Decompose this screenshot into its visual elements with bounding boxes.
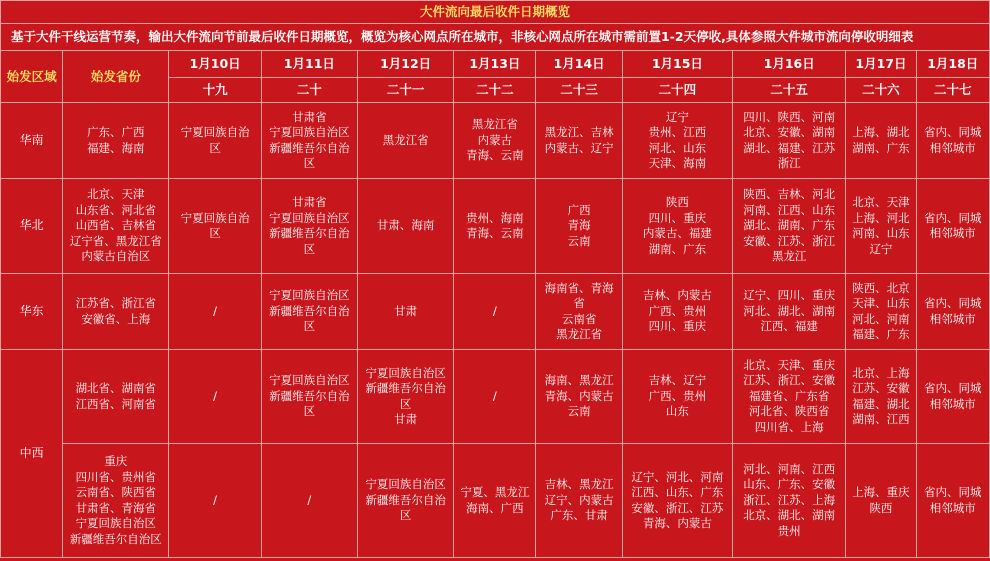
destination-cell: 北京、上海 江苏、安徽 福建、湖北 湖南、江西 <box>846 350 916 444</box>
header-lunar-date: 二十一 <box>357 78 453 103</box>
destination-cell: 省内、同城 相邻城市 <box>916 444 989 558</box>
destination-cell: 北京、天津 上海、河北 河南、山东 辽宁 <box>846 179 916 274</box>
region-cell: 中西 <box>1 350 63 558</box>
province-cell: 重庆 四川省、贵州省 云南省、陕西省 甘肃省、青海省 宁夏回族自治区 新疆维吾尔自治区 <box>63 444 169 558</box>
destination-cell: 甘肃 <box>357 274 453 350</box>
province-cell: 广东、广西 福建、海南 <box>63 103 169 179</box>
header-region: 始发区域 <box>1 51 63 103</box>
destination-cell: 宁夏回族自治区 新疆维吾尔自治 区 <box>261 274 357 350</box>
header-lunar-date: 十九 <box>169 78 261 103</box>
destination-cell: 宁夏回族自治区 新疆维吾尔自治 区 <box>357 444 453 558</box>
province-cell: 江苏省、浙江省 安徽省、上海 <box>63 274 169 350</box>
province-cell: 北京、天津 山东省、河北省 山西省、吉林省 辽宁省、黑龙江省 内蒙古自治区 <box>63 179 169 274</box>
destination-cell: 陕西、北京 天津、山东 河北、河南 福建、广东 <box>846 274 916 350</box>
destination-cell: 海南、黑龙江 青海、内蒙古 云南 <box>536 350 622 444</box>
destination-cell: 吉林、黑龙江 辽宁、内蒙古 广东、甘肃 <box>536 444 622 558</box>
header-date: 1月14日 <box>536 51 622 78</box>
header-lunar-date: 二十 <box>261 78 357 103</box>
header-date: 1月11日 <box>261 51 357 78</box>
destination-cell: 宁夏回族自治 区 <box>169 179 261 274</box>
destination-cell: 省内、同城 相邻城市 <box>916 350 989 444</box>
header-province: 始发省份 <box>63 51 169 103</box>
destination-cell: 省内、同城 相邻城市 <box>916 103 989 179</box>
destination-cell: 黑龙江省 内蒙古 青海、云南 <box>454 103 536 179</box>
table-description: 基于大件干线运营节奏，输出大件流向节前最后收件日期概览，概览为核心网点所在城市，非核心网点所在城市需前置1-2天停收,具体参照大件城市流向停收明细表 <box>1 24 990 51</box>
header-lunar-date: 二十四 <box>622 78 732 103</box>
destination-cell: 宁夏、黑龙江 海南、广西 <box>454 444 536 558</box>
destination-cell: 黑龙江、吉林 内蒙古、辽宁 <box>536 103 622 179</box>
destination-cell: 河北、河南、江西 山东、广东、安徽 浙江、江苏、上海 北京、湖北、湖南 贵州 <box>733 444 846 558</box>
destination-cell: / <box>454 350 536 444</box>
destination-cell: 辽宁 贵州、江西 河北、山东 天津、海南 <box>622 103 732 179</box>
header-date: 1月10日 <box>169 51 261 78</box>
header-lunar-date: 二十六 <box>846 78 916 103</box>
destination-cell: 黑龙江省 <box>357 103 453 179</box>
header-date: 1月18日 <box>916 51 989 78</box>
header-lunar-date: 二十五 <box>733 78 846 103</box>
table-row <box>1 103 990 179</box>
destination-cell: 省内、同城 相邻城市 <box>916 179 989 274</box>
region-cell: 华南 <box>1 103 63 179</box>
province-cell: 湖北省、湖南省 江西省、河南省 <box>63 350 169 444</box>
destination-cell: / <box>169 274 261 350</box>
header-date: 1月16日 <box>733 51 846 78</box>
header-lunar-date: 二十七 <box>916 78 989 103</box>
destination-cell: 四川、陕西、河南 北京、安徽、湖南 湖北、福建、江苏 浙江 <box>733 103 846 179</box>
destination-cell: 海南省、青海 省 云南省 黑龙江省 <box>536 274 622 350</box>
region-cell: 华东 <box>1 274 63 350</box>
destination-cell: 辽宁、四川、重庆 河北、湖北、湖南 江西、福建 <box>733 274 846 350</box>
table-row <box>1 274 990 350</box>
header-date: 1月17日 <box>846 51 916 78</box>
header-lunar-date: 二十二 <box>454 78 536 103</box>
destination-cell: 上海、湖北 湖南、广东 <box>846 103 916 179</box>
destination-cell: 广西 青海 云南 <box>536 179 622 274</box>
header-date: 1月12日 <box>357 51 453 78</box>
destination-cell: 甘肃、海南 <box>357 179 453 274</box>
destination-cell: 甘肃省 宁夏回族自治区 新疆维吾尔自治 区 <box>261 179 357 274</box>
destination-cell: 陕西、吉林、河北 河南、江西、山东 湖北、湖南、广东 安徽、江苏、浙江 黑龙江 <box>733 179 846 274</box>
destination-cell: 辽宁、河北、河南 江西、山东、广东 安徽、浙江、江苏 青海、内蒙古 <box>622 444 732 558</box>
header-date: 1月15日 <box>622 51 732 78</box>
destination-cell: 上海、重庆 陕西 <box>846 444 916 558</box>
header-lunar-date: 二十三 <box>536 78 622 103</box>
table-row <box>1 444 990 558</box>
destination-cell: 吉林、辽宁 广西、贵州 山东 <box>622 350 732 444</box>
destination-cell: 吉林、内蒙古 广西、贵州 四川、重庆 <box>622 274 732 350</box>
destination-cell: / <box>261 444 357 558</box>
destination-cell: 宁夏回族自治区 新疆维吾尔自治 区 甘肃 <box>357 350 453 444</box>
table-row <box>1 350 990 444</box>
destination-cell: 北京、天津、重庆 江苏、浙江、安徽 福建省、广东省 河北省、陕西省 四川省、上海 <box>733 350 846 444</box>
destination-cell: / <box>169 350 261 444</box>
destination-cell: / <box>454 274 536 350</box>
header-date: 1月13日 <box>454 51 536 78</box>
region-cell: 华北 <box>1 179 63 274</box>
destination-cell: 宁夏回族自治 区 <box>169 103 261 179</box>
destination-cell: 宁夏回族自治区 新疆维吾尔自治 区 <box>261 350 357 444</box>
table-row <box>1 179 990 274</box>
destination-cell: 省内、同城 相邻城市 <box>916 274 989 350</box>
destination-cell: 甘肃省 宁夏回族自治区 新疆维吾尔自治 区 <box>261 103 357 179</box>
table-title: 大件流向最后收件日期概览 <box>1 1 990 24</box>
destination-cell: 陕西 四川、重庆 内蒙古、福建 湖南、广东 <box>622 179 732 274</box>
destination-cell: / <box>169 444 261 558</box>
destination-cell: 贵州、海南 青海、云南 <box>454 179 536 274</box>
